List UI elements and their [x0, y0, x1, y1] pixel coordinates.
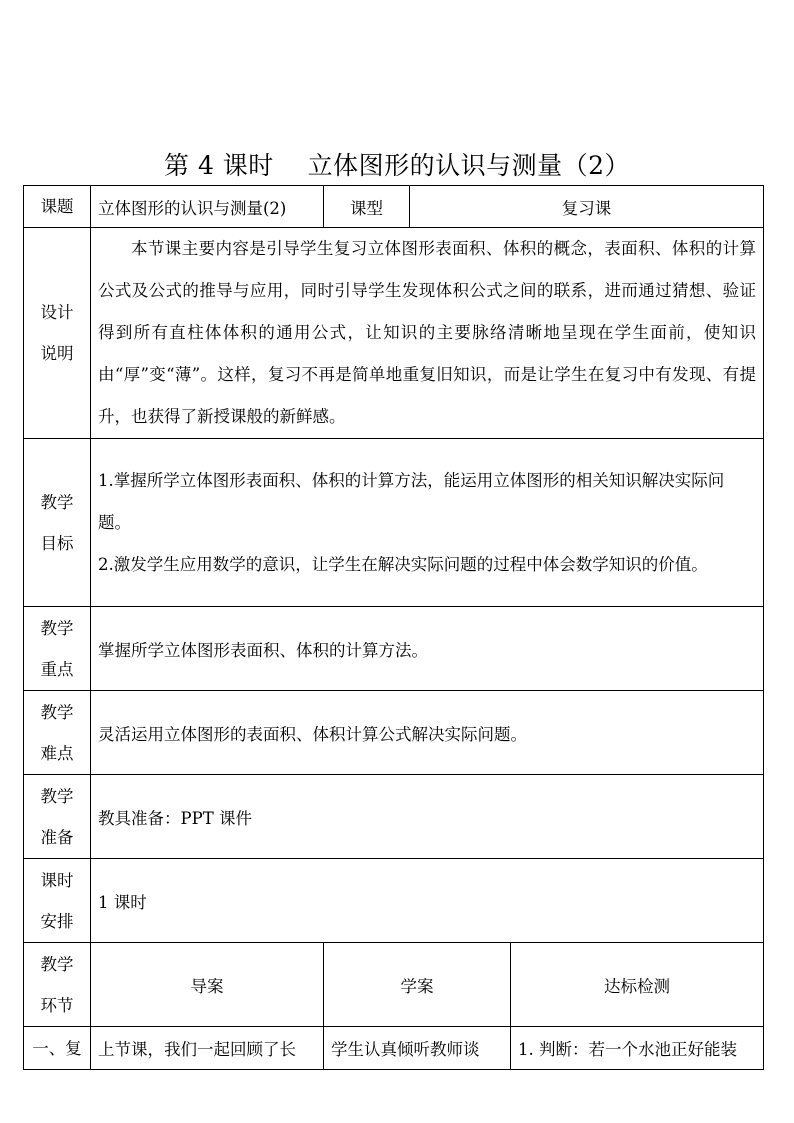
review-label: 一、复	[24, 1027, 91, 1070]
review-guide: 上节课，我们一起回顾了长	[91, 1027, 324, 1070]
col-study-header: 学案	[324, 943, 511, 1027]
hours-text: 1 课时	[91, 859, 764, 943]
key-label-line-2: 重点	[40, 659, 74, 679]
difficulty-label-line-1: 教学	[40, 702, 74, 722]
goal-item-1: 1.掌握所学立体图形表面积、体积的计算方法，能运用立体图形的相关知识解决实际问题。	[98, 470, 725, 532]
row-stages-header	[24, 943, 764, 1027]
stages-label-line-1: 教学	[40, 954, 74, 974]
row-prep	[24, 775, 764, 859]
page-title: 第 4 课时 立体图形的认识与测量（2）	[164, 151, 630, 180]
key-label-line-1: 教学	[40, 618, 74, 638]
topic-label: 课题	[24, 186, 91, 228]
design-label	[24, 228, 91, 439]
review-check: 1. 判断：若一个水池正好能装	[511, 1027, 764, 1070]
hours-label-line-1: 课时	[40, 870, 74, 890]
difficulty-text: 灵活运用立体图形的表面积、体积计算公式解决实际问题。	[91, 691, 764, 775]
hours-label	[24, 859, 91, 943]
stages-label-line-2: 环节	[40, 995, 74, 1015]
review-study: 学生认真倾听教师谈	[324, 1027, 511, 1070]
goals-label-line-2: 目标	[40, 533, 74, 553]
row-hours	[24, 859, 764, 943]
prep-label-line-2: 准备	[40, 827, 74, 847]
stages-label	[24, 943, 91, 1027]
goals-label	[24, 439, 91, 607]
type-label: 课型	[324, 186, 410, 228]
difficulty-label	[24, 691, 91, 775]
goals-label-line-1: 教学	[40, 492, 74, 512]
type-value: 复习课	[410, 186, 764, 228]
topic-value: 立体图形的认识与测量(2)	[91, 186, 324, 228]
prep-label	[24, 775, 91, 859]
row-topic	[24, 186, 764, 228]
hours-label-line-2: 安排	[40, 911, 74, 931]
design-text: 本节课主要内容是引导学生复习立体图形表面积、体积的概念，表面积、体积的计算公式及公式的推导与应用，同时引导学生发现体积公式之间的联系，进而通过猜想、验证得到所有直柱体体积的通用公式，让知识的主要脉络清晰地呈现在学生面前，使知识由“厚”变“薄”。这样，复习不再是简单地重复旧知识，而是让学生在复习中有发现、有提升，也获得了新授课般的新鲜感。	[98, 239, 756, 426]
key-label	[24, 607, 91, 691]
difficulty-label-line-2: 难点	[40, 743, 74, 763]
key-text: 掌握所学立体图形表面积、体积的计算方法。	[91, 607, 764, 691]
lesson-plan-table	[23, 185, 764, 1070]
design-text-cell	[91, 228, 764, 439]
row-goals	[24, 439, 764, 607]
design-label-line-1: 设计	[40, 303, 74, 322]
row-key	[24, 607, 764, 691]
prep-label-line-1: 教学	[40, 786, 74, 806]
row-design	[24, 228, 764, 439]
prep-text: 教具准备：PPT 课件	[91, 775, 764, 859]
goal-item-2: 2.激发学生应用数学的意识，让学生在解决实际问题的过程中体会数学知识的价值。	[98, 554, 708, 574]
goals-text-cell	[91, 439, 764, 607]
col-check-header: 达标检测	[511, 943, 764, 1027]
design-label-line-2: 说明	[40, 344, 74, 363]
row-review	[24, 1027, 764, 1070]
row-difficulty	[24, 691, 764, 775]
col-guide-header: 导案	[91, 943, 324, 1027]
